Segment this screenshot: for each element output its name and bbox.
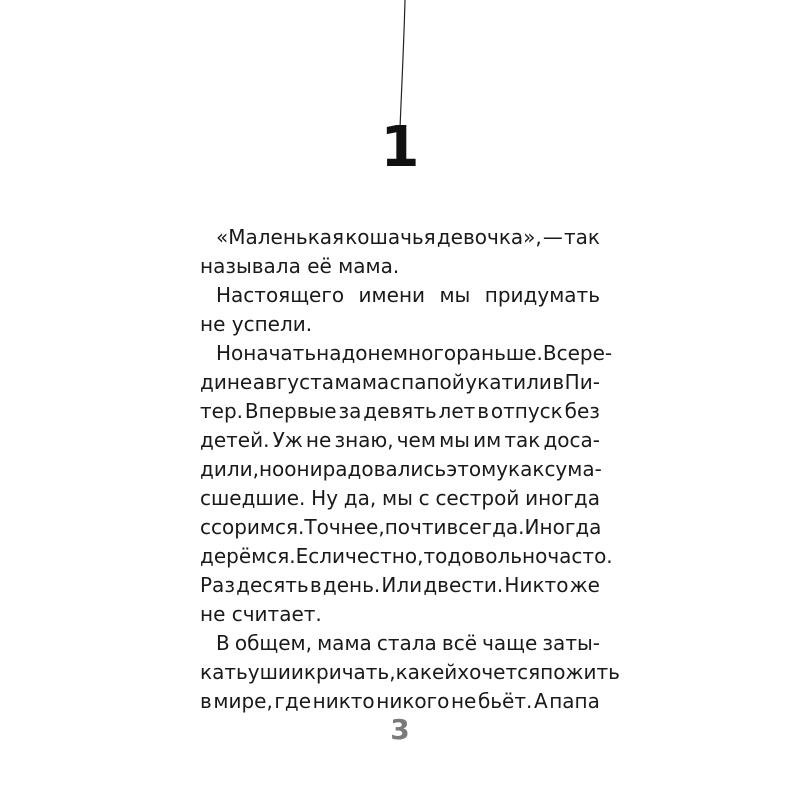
text-line: не считает. bbox=[200, 602, 322, 626]
chapter-body-text bbox=[200, 223, 620, 716]
text-line: дерёмся. Если честно, то довольно часто. bbox=[200, 544, 613, 568]
page-number: 3 bbox=[390, 713, 410, 746]
text-line: в мире, где никто никого не бьёт. А папа bbox=[200, 689, 600, 713]
text-line: «Маленькая кошачья девочка», — так bbox=[216, 225, 600, 249]
text-line: называла её мама. bbox=[200, 254, 400, 278]
text-line: кать уши и кричать, как ей хочется пожить bbox=[200, 660, 620, 684]
chapter-number: 1 bbox=[380, 115, 420, 180]
text-line: Настоящего имени мы придумать bbox=[216, 283, 600, 307]
text-line: сшедшие. Ну да, мы с сестрой иногда bbox=[200, 486, 600, 510]
text-line: ссоримся. Точнее, почти всегда. Иногда bbox=[200, 515, 602, 539]
text-line: В общем, мама стала всё чаще заты- bbox=[216, 631, 600, 655]
thread-line bbox=[400, 0, 405, 128]
text-line: дили, но они радовались этому как сума- bbox=[200, 457, 602, 481]
text-line: тер. Впервые за девять лет в отпуск без bbox=[200, 399, 600, 423]
text-line: Но начать надо немного раньше. В сере- bbox=[216, 341, 613, 365]
text-line: дине августа мама с папой укатили в Пи- bbox=[200, 370, 600, 394]
text-line: не успели. bbox=[200, 312, 313, 336]
text-line: Раз десять в день. Или двести. Никто же bbox=[200, 573, 600, 597]
text-line: детей. Уж не знаю, чем мы им так доса- bbox=[200, 428, 600, 452]
